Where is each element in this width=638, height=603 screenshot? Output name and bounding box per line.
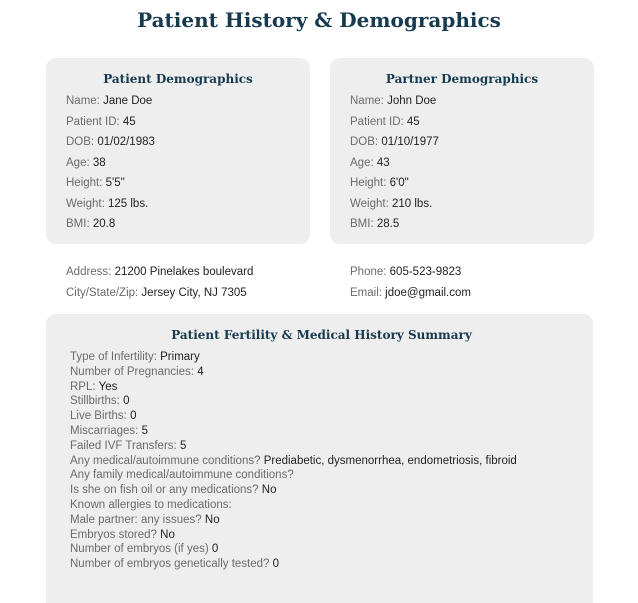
field-label: RPL:	[70, 380, 96, 393]
field-label: Embryos stored?	[70, 528, 157, 541]
field-label: DOB:	[350, 136, 379, 148]
field-label: Name:	[66, 95, 100, 107]
partner-bmi-row	[350, 214, 574, 235]
patient-id-row	[66, 112, 290, 133]
field-value: 0	[272, 558, 280, 571]
partner-id-row	[350, 112, 574, 133]
field-label: Address:	[66, 266, 112, 278]
field-value: 0	[130, 410, 137, 423]
summary-item	[70, 557, 573, 572]
field-label: Name:	[350, 95, 384, 107]
field-value: 5'5"	[105, 177, 125, 189]
field-label: Age:	[66, 156, 90, 169]
field-label: Patient ID:	[66, 115, 120, 128]
patient-height-row	[66, 173, 290, 194]
summary-heading: Patient Fertility & Medical History Summary	[171, 328, 472, 342]
field-value: Prediabetic, dysmenorrhea, endometriosis, fibroid	[263, 454, 517, 467]
field-value: 125 lbs.	[107, 197, 149, 210]
patient-bmi-row	[66, 214, 290, 235]
field-label: Height:	[66, 177, 103, 189]
field-value: 01/02/1983	[97, 136, 155, 148]
partner-weight-row	[350, 194, 574, 215]
field-label: Weight:	[350, 197, 389, 210]
field-value: Yes	[98, 380, 118, 393]
field-value: 0	[211, 543, 219, 556]
summary-item	[70, 528, 573, 543]
address-row	[66, 262, 326, 283]
contact-block	[350, 262, 610, 303]
summary-item	[70, 394, 573, 409]
field-value: 4	[197, 365, 204, 378]
partner-height-row	[350, 173, 574, 194]
field-label: Known allergies to medications:	[70, 498, 232, 511]
summary-item	[70, 380, 573, 395]
field-label: Any medical/autoimmune conditions?	[70, 454, 261, 467]
field-value: 5	[141, 424, 148, 437]
field-label: Is she on fish oil or any medications?	[70, 484, 259, 497]
field-value: 5	[179, 439, 187, 452]
phone-row	[350, 262, 610, 283]
field-value: 01/10/1977	[381, 136, 439, 148]
field-label: Any family medical/autoimmune conditions?	[70, 469, 294, 482]
field-label: City/State/Zip:	[66, 286, 139, 299]
field-label: Failed IVF Transfers:	[70, 439, 177, 452]
summary-item	[70, 439, 573, 454]
field-value: 38	[92, 156, 106, 169]
field-value: Jane Doe	[103, 95, 153, 107]
patient-weight-row	[66, 194, 290, 215]
city-state-zip-value: Jersey City, NJ 7305	[141, 286, 247, 299]
summary-item	[70, 468, 573, 483]
field-label: Weight:	[66, 197, 105, 210]
field-value: Primary	[160, 351, 200, 363]
patient-demographics-card	[46, 58, 310, 244]
partner-demographics-heading: Partner Demographics	[385, 72, 539, 86]
field-label: Number of Pregnancies:	[70, 365, 195, 378]
field-label: Type of Infertility:	[70, 351, 157, 363]
summary-item	[70, 409, 573, 424]
field-label: Live Births:	[70, 410, 127, 423]
field-label: Height:	[350, 177, 387, 189]
patient-age-row	[66, 153, 290, 174]
address-value: 21200 Pinelakes boulevard	[114, 266, 254, 278]
field-label: Number of embryos (if yes)	[70, 543, 209, 556]
field-value: 43	[376, 156, 390, 169]
field-label: DOB:	[66, 136, 95, 148]
summary-item	[70, 365, 573, 380]
field-label: Age:	[350, 156, 374, 169]
summary-item	[70, 483, 573, 498]
partner-dob-row	[350, 132, 574, 153]
field-value: No	[160, 528, 175, 541]
field-label: Male partner: any issues?	[70, 513, 202, 526]
field-label: Phone:	[350, 266, 387, 278]
summary-item	[70, 542, 573, 557]
fertility-history-summary-card	[46, 314, 593, 603]
field-value: John Doe	[387, 95, 437, 107]
patient-dob-row	[66, 132, 290, 153]
field-value: 45	[406, 115, 420, 128]
field-value: No	[204, 513, 220, 526]
summary-item	[70, 513, 573, 528]
field-label: Stillbirths:	[70, 395, 120, 408]
partner-age-row	[350, 153, 574, 174]
field-label: BMI:	[350, 218, 374, 230]
field-label: Patient ID:	[350, 115, 404, 128]
field-label: Email:	[350, 286, 382, 299]
field-value: 45	[122, 115, 136, 128]
summary-item	[70, 350, 573, 365]
field-value: 210 lbs.	[391, 197, 433, 210]
partner-demographics-card	[330, 58, 594, 244]
field-label: BMI:	[66, 218, 90, 230]
field-value: 28.5	[376, 218, 400, 230]
field-value: 20.8	[92, 218, 116, 230]
patient-demographics-heading: Patient Demographics	[103, 72, 253, 86]
page-title: Patient History & Demographics	[137, 8, 501, 32]
email-value: jdoe@gmail.com	[385, 286, 471, 299]
address-block	[66, 262, 326, 303]
city-state-zip-row	[66, 283, 326, 304]
field-label: Number of embryos genetically tested?	[70, 558, 270, 571]
field-label: Miscarriages:	[70, 424, 139, 437]
summary-item	[70, 454, 573, 469]
patient-name-row	[66, 91, 290, 112]
field-value: No	[261, 484, 277, 497]
partner-name-row	[350, 91, 574, 112]
summary-item	[70, 424, 573, 439]
email-row	[350, 283, 610, 304]
field-value: 0	[123, 395, 130, 408]
summary-item	[70, 498, 573, 513]
phone-value: 605-523-9823	[389, 266, 462, 278]
field-value: 6'0"	[389, 177, 409, 189]
